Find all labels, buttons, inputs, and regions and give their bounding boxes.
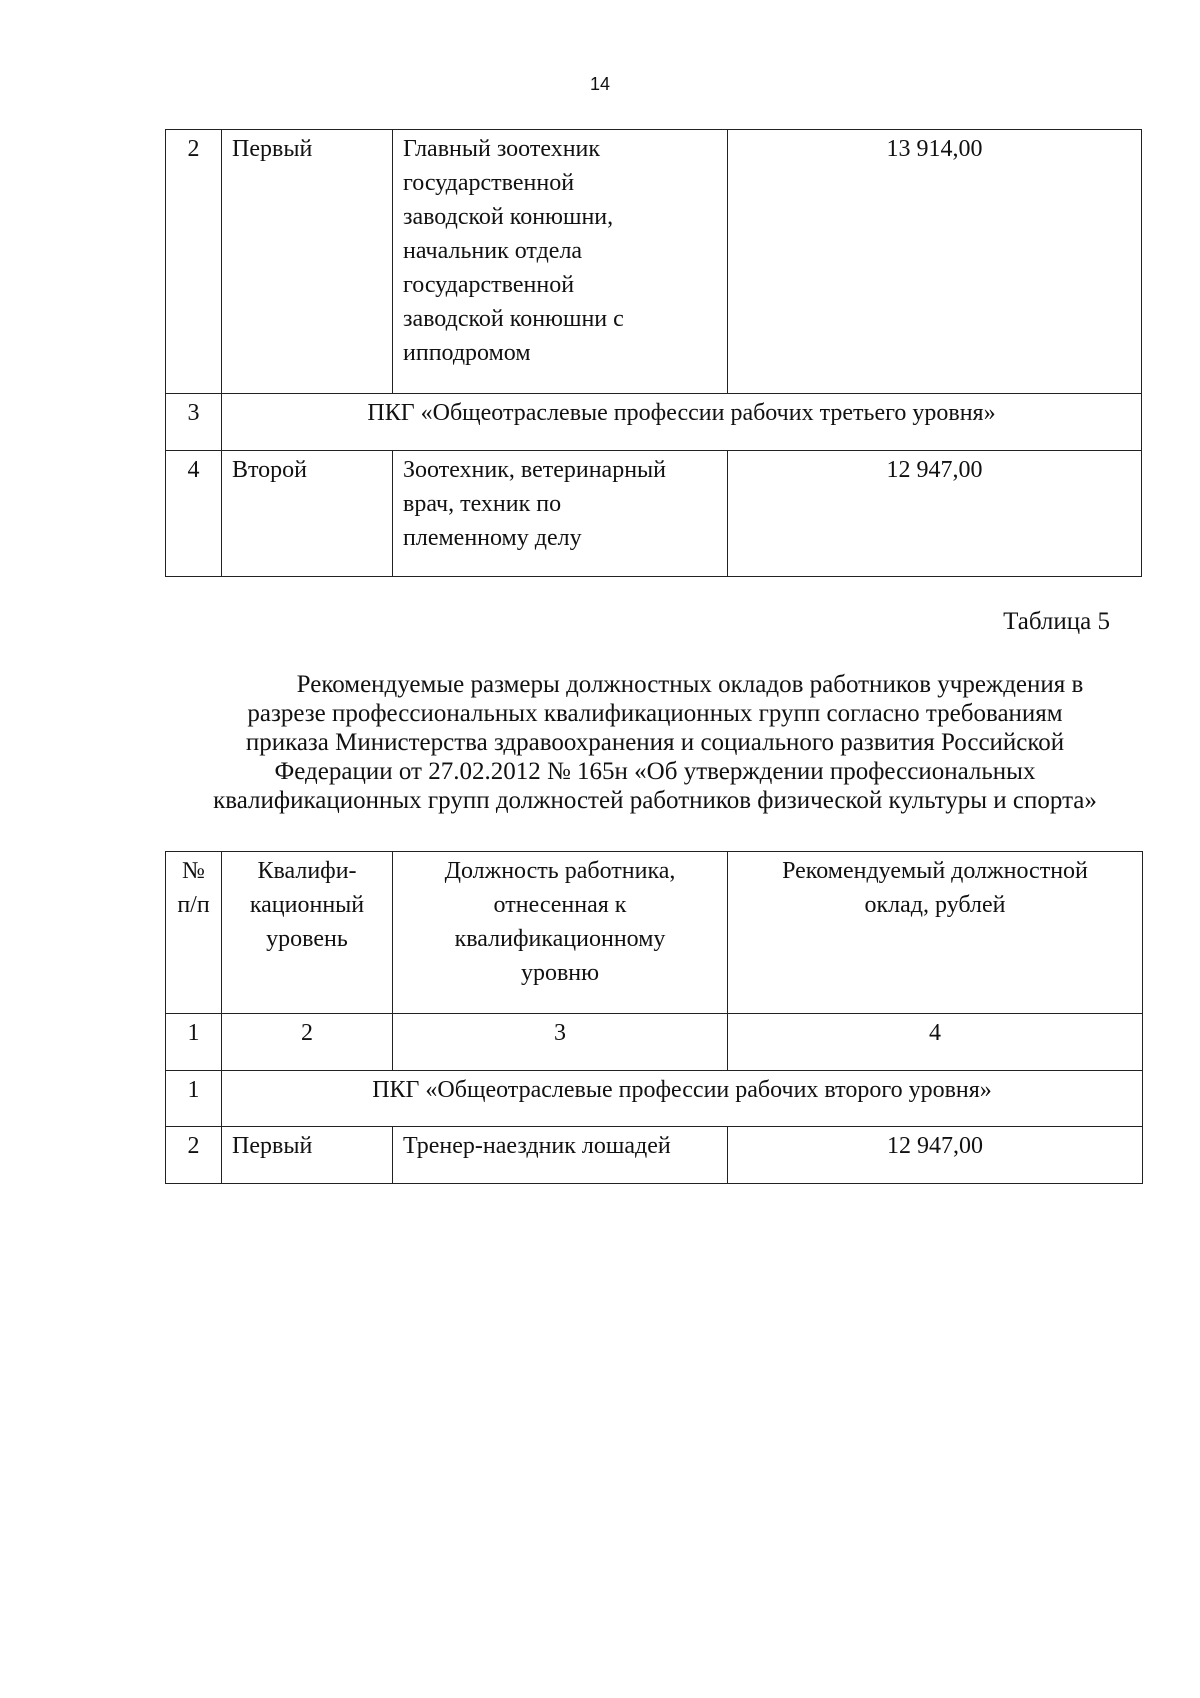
position-line: врач, техник по [403, 491, 562, 517]
header-line: п/п [177, 892, 210, 918]
salary-table-continued [165, 129, 1142, 577]
table-row [166, 1127, 1143, 1184]
column-number: 2 [222, 1014, 393, 1071]
position-cell [393, 451, 728, 577]
salary-table-5 [165, 851, 1143, 1184]
position-line: государственной [403, 170, 575, 196]
group-heading: ПКГ «Общеотраслевые профессии рабочих второго уровня» [222, 1071, 1143, 1127]
header-salary [728, 852, 1143, 1014]
position-cell [393, 130, 728, 394]
table-row [166, 130, 1142, 394]
header-position [393, 852, 728, 1014]
row-number: 1 [166, 1071, 222, 1127]
header-row [166, 852, 1143, 1014]
position-line: государственной [403, 272, 575, 298]
row-number: 2 [166, 1127, 222, 1184]
row-number: 3 [166, 394, 222, 451]
column-number: 4 [728, 1014, 1143, 1071]
qualification-level: Первый [222, 1127, 393, 1184]
salary-value: 12 947,00 [728, 451, 1142, 577]
position-line: заводской конюшни, [403, 204, 614, 230]
position-cell: Тренер-наездник лошадей [393, 1127, 728, 1184]
qualification-level: Второй [222, 451, 393, 577]
qualification-level: Первый [222, 130, 393, 394]
header-line: оклад, рублей [864, 892, 1006, 918]
row-number: 4 [166, 451, 222, 577]
header-line: Квалифи- [257, 858, 357, 884]
position-line: Главный зоотехник [403, 136, 601, 162]
position-line: ипподромом [403, 340, 531, 366]
header-line: Должность работника, [444, 858, 676, 884]
title-line: квалификационных групп должностей работников физической культуры и спорта» [213, 787, 1097, 814]
position-line: начальник отдела [403, 238, 583, 264]
salary-value: 13 914,00 [728, 130, 1142, 394]
table-caption: Таблица 5 [1003, 608, 1110, 635]
position-line: племенному делу [403, 525, 582, 551]
salary-value: 12 947,00 [728, 1127, 1143, 1184]
column-number: 1 [166, 1014, 222, 1071]
header-line: квалификационному [454, 926, 666, 952]
group-heading: ПКГ «Общеотраслевые профессии рабочих третьего уровня» [222, 394, 1142, 451]
position-line: заводской конюшни с [403, 306, 624, 332]
title-line: разрезе профессиональных квалификационных групп согласно требованиям [247, 700, 1063, 727]
header-line: кационный [249, 892, 365, 918]
title-line: Рекомендуемые размеры должностных окладов работников учреждения в [296, 671, 1084, 698]
header-line: уровень [266, 926, 348, 952]
column-numbering-row [166, 1014, 1143, 1071]
header-level [222, 852, 393, 1014]
table-row [166, 394, 1142, 451]
column-number: 3 [393, 1014, 728, 1071]
title-line: приказа Министерства здравоохранения и социального развития Российской [245, 729, 1065, 756]
header-line: уровню [520, 960, 600, 986]
table-title [165, 670, 1145, 815]
position-line: Зоотехник, ветеринарный [403, 457, 667, 483]
header-line: Рекомендуемый должностной [782, 858, 1088, 884]
header-num [166, 852, 222, 1014]
header-line: № [182, 858, 205, 884]
page-number: 14 [589, 74, 611, 94]
title-line: Федерации от 27.02.2012 № 165н «Об утверждении профессиональных [274, 758, 1036, 785]
header-line: отнесенная к [493, 892, 627, 918]
table-row [166, 1071, 1143, 1127]
row-number: 2 [166, 130, 222, 394]
table-row [166, 451, 1142, 577]
